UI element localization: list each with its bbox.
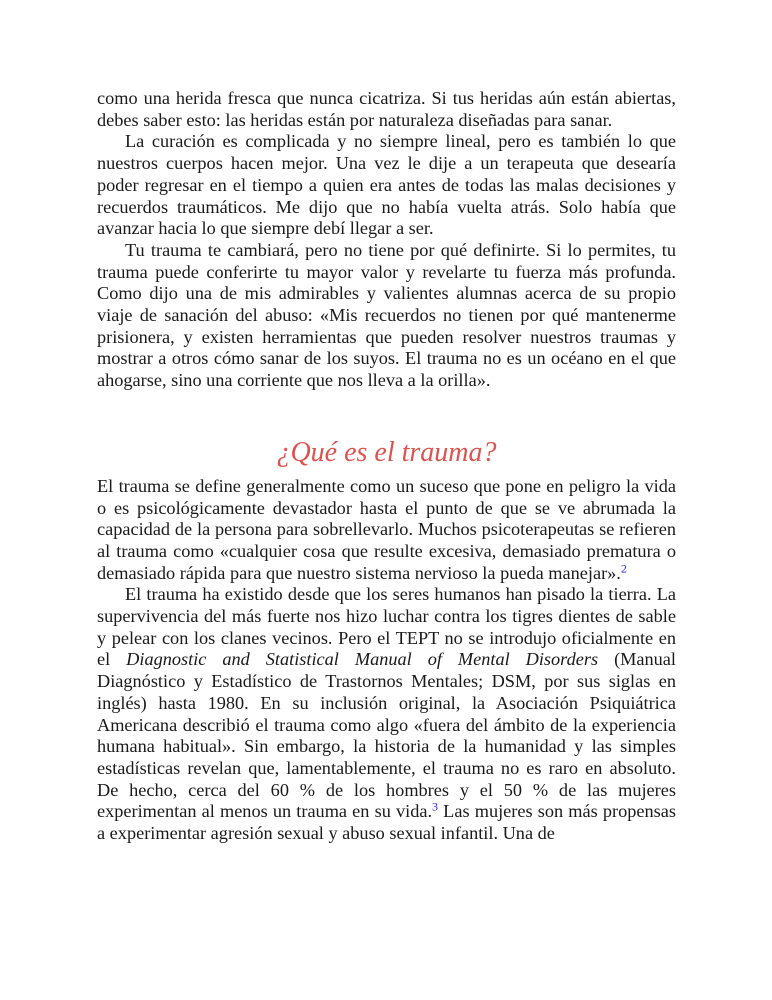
paragraph-text-part1: El trauma ha existido desde que los seres humanos han pisado la tierra. La supervivencia del más fuerte nos hizo luchar contra los tigres dientes de sable y pelear con los clanes vecinos. Pero el TEPT no se introdujo oficialmente en el (97, 584, 676, 670)
paragraph-text-part2: (Manual Diagnóstico y Estadístico de Trastornos Mentales; DSM, por sus siglas en inglés) hasta 1980. En su inclusión original, la Asociación Psiquiátrica Americana describió el trauma como algo «fuera del ámbito de la experiencia humana habitual». Sin embargo, la historia de la humanidad y las simples estadísticas revelan que, lamentablemente, el trauma no es raro en absoluto. De hecho, cerca del 60 % de los hombres y el 50 % de las mujeres experimentan al menos un trauma en su vida. (97, 649, 676, 822)
footnote-reference-2[interactable]: 2 (620, 561, 627, 576)
section-heading: ¿Qué es el trauma? (276, 436, 497, 468)
footnote-reference-3[interactable]: 3 (432, 799, 439, 814)
paragraph-trauma-history (97, 584, 676, 844)
paragraph-trauma-change: Tu trauma te cambiará, pero no tiene por qué definirte. Si lo permites, tu trauma puede conferirte tu mayor valor y revelarte tu fuerza más profunda. Como dijo una de mis admirables y valientes alumnas acerca de su propio viaje de sanación del abuso: «Mis recuerdos no tienen por qué mantenerme prisionera, y existen herramientas que pueden resolver nuestros traumas y mostrar a otros cómo sanar de los suyos. El trauma no es un océano en el que ahogarse, sino una corriente que nos lleva a la orilla». (97, 239, 676, 391)
paragraph-continuation: como una herida fresca que nunca cicatriza. Si tus heridas aún están abiertas, debes saber esto: las heridas están por naturaleza diseñadas para sanar. (97, 88, 676, 130)
paragraph-trauma-definition (97, 476, 676, 585)
manual-title: Diagnostic and Statistical Manual of Mental Disorders (126, 649, 599, 670)
paragraph-text: El trauma se define generalmente como un suceso que pone en peligro la vida o es psicológicamente devastador hasta el punto de que se ve abrumada la capacidad de la persona para sobrellevarlo. Muchos psicoterapeutas se refieren al trauma como «cualquier cosa que resulte excesiva, demasiado prematura o demasiado rápida para que nuestro sistema nervioso la pueda manejar». (97, 475, 676, 583)
paragraph-healing: La curación es complicada y no siempre lineal, pero es también lo que nuestros cuerpos hacen mejor. Una vez le dije a un terapeuta que desearía poder regresar en el tiempo a quien era antes de todas las malas decisiones y recuerdos traumáticos. Me dijo que no había vuelta atrás. Solo había que avanzar hacia lo que siempre debí llegar a ser. (97, 131, 676, 239)
paragraph-text-part3: Las mujeres son más propensas a experimentar agresión sexual y abuso sexual infantil. Una de (97, 801, 676, 844)
